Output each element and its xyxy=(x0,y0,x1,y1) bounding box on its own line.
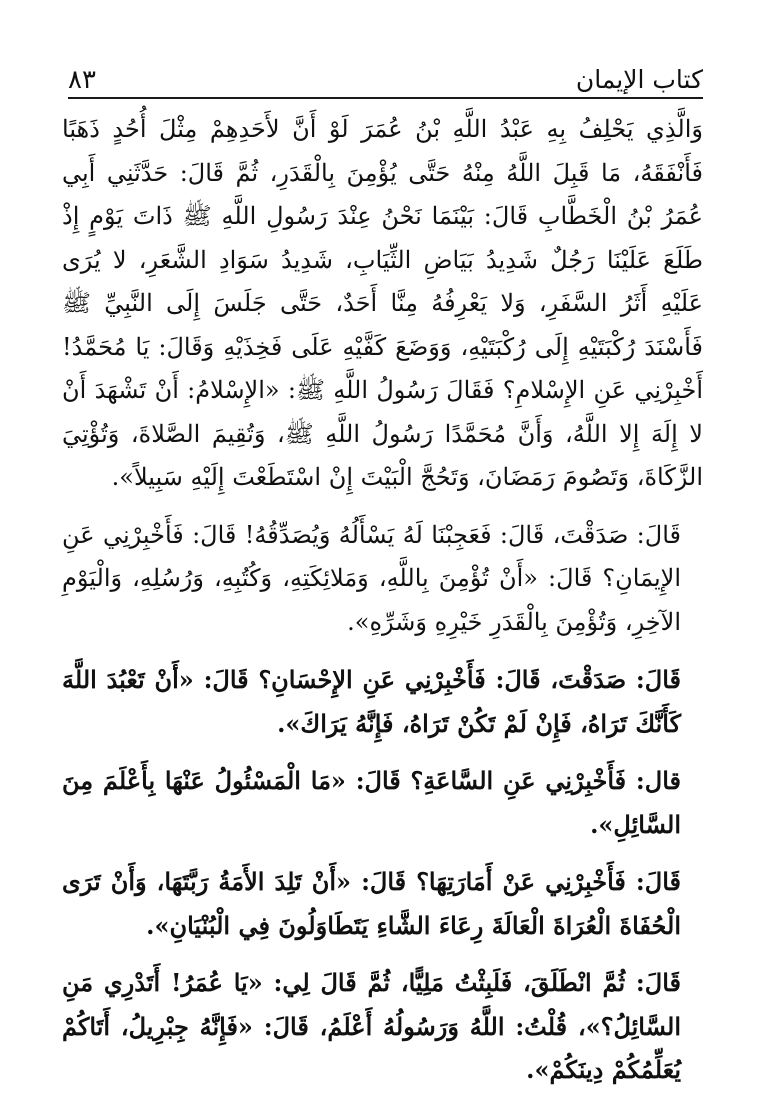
page-body xyxy=(62,108,703,1092)
paragraph-hour: قال: فَأَخْبِرْنِي عَنِ السَّاعَةِ؟ قَالَ: «مَا الْمَسْئُولُ عَنْهَا بِأَعْلَمَ مِنَ السَّائِلِ». xyxy=(62,766,681,839)
paragraph-hadith-islam: وَالَّذِي يَحْلِفُ بِهِ عَبْدُ اللَّهِ بْنُ عُمَرَ لَوْ أَنَّ لأَحَدِهِمْ مِثْلَ أُحُدٍ ذَهَبًا فَأَنْفَقَهُ، مَا قَبِلَ اللَّهُ مِنْهُ حَتَّى يُؤْمِنَ بِالْقَدَرِ، ثُمَّ قَالَ: حَدَّثَنِي أَبِي عُمَرُ بْنُ الْخَطَّابِ قَالَ: بَيْنَمَا نَحْنُ عِنْدَ رَسُولِ اللَّهِ ﷺ ذَاتَ يَوْمٍ إِذْ طَلَعَ عَلَيْنَا رَجُلٌ شَدِيدُ بَيَاضِ الثِّيَابِ، شَدِيدُ سَوَادِ الشَّعَرِ، لا يُرَى عَلَيْهِ أَثَرُ السَّفَرِ، وَلا يَعْرِفُهُ مِنَّا أَحَدٌ، حَتَّى جَلَسَ إِلَى النَّبِيِّ ﷺ فَأَسْنَدَ رُكْبَتَيْهِ إِلَى رُكْبَتَيْهِ، وَوَضَعَ كَفَّيْهِ عَلَى فَخِذَيْهِ وَقَالَ: يَا مُحَمَّدُ! أَخْبِرْنِي عَنِ الإِسْلامِ؟ فَقَالَ رَسُولُ اللَّهِ ﷺ: «الإِسْلامُ: أَنْ تَشْهَدَ أَنْ لا إِلَهَ إِلا اللَّهُ، وَأَنَّ مُحَمَّدًا رَسُولُ اللَّهِ ﷺ، وَتُقِيمَ الصَّلاةَ، وَتُؤْتِيَ الزَّكَاةَ، وَتَصُومَ رَمَضَانَ، وَتَحُجَّ الْبَيْتَ إِنْ اسْتَطَعْتَ إِلَيْهِ سَبِيلاً». xyxy=(62,115,703,491)
header-divider xyxy=(68,97,703,99)
paragraph-ihsan: قَالَ: صَدَقْتَ، قَالَ: فَأَخْبِرْنِي عَنِ الإِحْسَانِ؟ قَالَ: «أَنْ تَعْبُدَ اللَّهَ كَأَنَّكَ تَرَاهُ، فَإِنْ لَمْ تَكُنْ تَرَاهُ، فَإِنَّهُ يَرَاكَ». xyxy=(62,665,681,738)
paragraph-iman: قَالَ: صَدَقْتَ، قَالَ: فَعَجِبْنَا لَهُ يَسْأَلُهُ وَيُصَدِّقُهُ! قَالَ: فَأَخْبِرْنِي عَنِ الإِيمَانِ؟ قَالَ: «أَنْ تُؤْمِنَ بِاللَّهِ، وَمَلائِكَتِهِ، وَكُتُبِهِ، وَرُسُلِهِ، وَالْيَوْمِ الآخِرِ، وَتُؤْمِنَ بِالْقَدَرِ خَيْرِهِ وَشَرِّهِ». xyxy=(62,520,681,636)
book-title: كتاب الإيمان xyxy=(575,65,703,94)
page-header xyxy=(68,56,703,96)
paragraph-signs: قَالَ: فَأَخْبِرْنِي عَنْ أَمَارَتِهَا؟ قَالَ: «أَنْ تَلِدَ الأَمَةُ رَبَّتَهَا، وَأَنْ تَرَى الْحُفَاةَ الْعُرَاةَ الْعَالَةَ رِعَاءَ الشَّاءِ يَتَطَاوَلُونَ فِي الْبُنْيَانِ». xyxy=(62,867,681,940)
page-number: ٨٣ xyxy=(68,65,96,95)
paragraph-jibril: قَالَ: ثُمَّ انْطَلَقَ، فَلَبِثْتُ مَلِيًّا، ثُمَّ قَالَ لِي: «يَا عُمَرُ! أَتَدْرِي مَنِ السَّائِلُ؟»، قُلْتُ: اللَّهُ وَرَسُولُهُ أَعْلَمُ، قَالَ: «فَإِنَّهُ جِبْرِيلُ، أَتَاكُمْ يُعَلِّمُكُمْ دِينَكُمْ». xyxy=(62,968,681,1084)
